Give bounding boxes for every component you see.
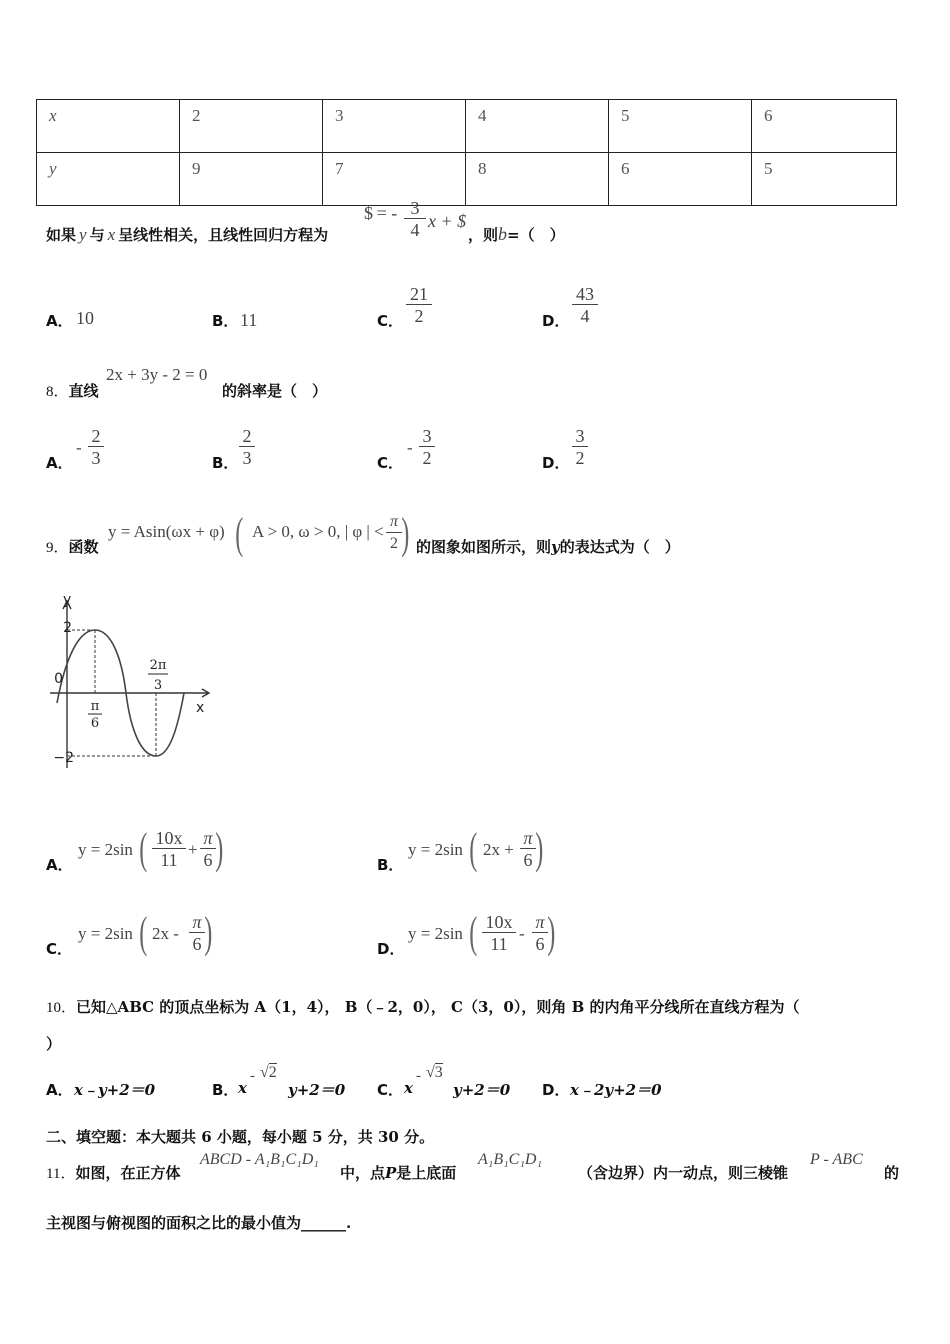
q10-option-d-value: x﹣2y+2＝0 — [570, 1081, 662, 1099]
q10-option-a-label[interactable]: A． — [46, 1081, 73, 1099]
q7-option-c-label[interactable]: C． — [377, 312, 404, 330]
q8-option-c-value — [419, 426, 435, 469]
table-cell: 5 — [752, 153, 897, 206]
denominator: 6 — [203, 850, 213, 870]
paren-left: ( — [469, 824, 478, 873]
table-cell: 6 — [609, 153, 752, 206]
q9-condition-bound — [386, 512, 402, 555]
q7-text: 与 — [89, 226, 105, 244]
q11-text: 是上底面 — [396, 1164, 457, 1182]
q11-stem-b — [340, 1162, 456, 1183]
q10-option-c-label[interactable]: C． — [377, 1081, 404, 1099]
q9-option-d-operator: - — [519, 924, 525, 943]
q10-option-b-tail: y+2＝0 — [288, 1081, 346, 1099]
paren-left: ( — [469, 908, 478, 957]
q9-sine-graph — [50, 590, 225, 780]
q10-option-b-label[interactable]: B． — [212, 1081, 239, 1099]
denominator: 4 — [410, 220, 420, 240]
q7-b-hat: b — [498, 224, 508, 244]
q7-regression-lhs: $ = - — [364, 203, 398, 223]
q7-var-y: y — [79, 225, 87, 244]
q10-option-d-label[interactable]: D． — [542, 1081, 570, 1099]
numerator: 3 — [419, 426, 435, 447]
q9-option-c-frac — [189, 912, 205, 955]
question-number: 10． — [46, 1000, 77, 1016]
table-cell: 9 — [180, 153, 323, 206]
q9-option-a-prefix: y = 2sin — [78, 840, 133, 859]
numerator: π — [532, 912, 548, 933]
q7-var-x: x — [107, 225, 116, 244]
q9-option-a-operator: + — [188, 840, 198, 859]
table-row-x — [37, 100, 897, 153]
q11-pyramid: P - ABC — [810, 1151, 863, 1168]
q8-option-d-label[interactable]: D． — [542, 454, 570, 472]
tick-pi-over-6-num: π — [90, 699, 100, 714]
numerator: 43 — [572, 284, 598, 305]
q7-text: ，则 — [468, 226, 499, 244]
denominator: 2 — [414, 306, 424, 326]
denominator: 2 — [422, 448, 432, 468]
origin-label: 0 — [54, 671, 63, 687]
table-cell: 2 — [180, 100, 323, 153]
sqrt-icon: √ — [426, 1064, 435, 1081]
q10-stem-line1 — [46, 996, 799, 1017]
q7-option-d-label[interactable]: D． — [542, 312, 570, 330]
table-cell: 3 — [323, 100, 466, 153]
numerator: π — [520, 828, 536, 849]
q7-option-d-value — [572, 284, 598, 327]
table-row-y — [37, 153, 897, 206]
numerator: π — [189, 912, 205, 933]
denominator: 3 — [91, 448, 101, 468]
q10-text: 已知△ABC 的顶点坐标为 A（1，4）， B（﹣2，0）， C（3，0），则角 B 的内角平分线所在直线方程为（ — [76, 998, 800, 1016]
radicand: 3 — [434, 1064, 443, 1081]
denominator: 6 — [535, 934, 545, 954]
q8-text: 直线 — [68, 382, 99, 400]
q10-option-b-minus: - — [250, 1068, 255, 1084]
q11-stem-e: 的 — [884, 1164, 900, 1182]
denominator: 3 — [242, 448, 252, 468]
q11-point: P — [385, 1164, 397, 1182]
tick-2pi-over-3-den: 3 — [153, 678, 163, 693]
sqrt-icon: √ — [260, 1064, 269, 1081]
q9-option-a-frac1 — [152, 828, 186, 871]
q9-option-b-inner: 2x + — [483, 840, 514, 859]
denominator: 6 — [523, 850, 533, 870]
y-min-label: −2 — [53, 750, 74, 766]
q9-function: y = Asin(ωx + φ) — [108, 522, 225, 541]
q9-stem-tail — [416, 536, 680, 557]
q8-option-a-label[interactable]: A． — [46, 454, 73, 472]
q7-option-a-label[interactable]: A． — [46, 312, 73, 330]
q9-option-d-label[interactable]: D． — [377, 940, 405, 958]
q7-text: 如果 — [46, 226, 77, 244]
q8-option-a-sign: - — [76, 438, 82, 457]
q9-option-d-frac1 — [482, 912, 516, 955]
numerator: 10x — [152, 828, 186, 849]
q9-option-c-label[interactable]: C． — [46, 940, 73, 958]
question-number: 11． — [46, 1166, 76, 1182]
table-cell: x — [37, 100, 180, 153]
q9-option-c-inner: 2x - — [152, 924, 179, 943]
q7-regression-rhs: x + $ — [428, 211, 467, 231]
q9-option-a-label[interactable]: A． — [46, 856, 73, 874]
q7-regression-slope — [404, 198, 426, 241]
q8-option-a-value — [88, 426, 104, 469]
numerator: 3 — [404, 198, 426, 219]
q10-option-c-sqrt — [426, 1064, 443, 1082]
numerator: 2 — [88, 426, 104, 447]
tick-2pi-over-3-num: 2π — [149, 658, 167, 673]
q7-stem-tail — [468, 224, 565, 245]
q10-option-c-minus: - — [416, 1068, 421, 1084]
numerator: 2 — [239, 426, 255, 447]
q11-stem-d: （含边界）内一动点，则三棱锥 — [578, 1164, 789, 1182]
q7-stem — [46, 224, 328, 245]
q9-option-c-prefix: y = 2sin — [78, 924, 133, 943]
paren-right: ) — [547, 908, 556, 957]
question-number: 9． — [46, 540, 69, 556]
q8-equation: 2x + 3y - 2 = 0 — [106, 365, 208, 384]
table-cell: 6 — [752, 100, 897, 153]
q8-option-c-label[interactable]: C． — [377, 454, 404, 472]
q10-option-b-x: x — [238, 1079, 247, 1097]
data-table — [36, 99, 897, 206]
q7-text: 呈线性相关，且线性回归方程为 — [118, 226, 329, 244]
q9-text: 的图象如图所示，则 — [416, 538, 552, 556]
q9-text: 函数 — [68, 538, 99, 556]
numerator: 3 — [572, 426, 588, 447]
x-axis-label: x — [196, 700, 205, 716]
q10-option-b-sqrt — [260, 1064, 277, 1082]
paren-left: ( — [139, 824, 148, 873]
paren-right: ) — [204, 908, 213, 957]
q8-stem — [46, 380, 99, 401]
q7-option-c-value — [406, 284, 432, 327]
q8-option-c-sign: - — [407, 438, 413, 457]
denominator: 2 — [390, 535, 398, 552]
numerator: π — [386, 512, 402, 533]
denominator: 6 — [192, 934, 202, 954]
q7-option-b-value: 11 — [240, 310, 258, 330]
q8-option-b-label[interactable]: B． — [212, 454, 239, 472]
q9-option-b-frac — [520, 828, 536, 871]
q9-option-d-prefix: y = 2sin — [408, 924, 463, 943]
q9-option-d-frac2 — [532, 912, 548, 955]
q9-cond-paren-right: ) — [401, 509, 410, 558]
y-max-label: 2 — [63, 620, 72, 636]
q11-line2: 主视图与俯视图的面积之比的最小值为______. — [46, 1214, 352, 1232]
q9-option-b-label[interactable]: B． — [377, 856, 404, 874]
q7-option-b-label[interactable]: B． — [212, 312, 239, 330]
q9-var-y: y — [551, 538, 560, 556]
q9-text: 的表达式为（ ） — [559, 538, 680, 556]
paren-right: ) — [215, 824, 224, 873]
q10-option-a-value: x﹣y+2＝0 — [74, 1081, 156, 1099]
q10-option-c-tail: y+2＝0 — [453, 1081, 511, 1099]
numerator: 10x — [482, 912, 516, 933]
q11-text: 中，点 — [340, 1164, 386, 1182]
question-number: 8． — [46, 384, 69, 400]
table-cell: y — [37, 153, 180, 206]
denominator: 11 — [490, 934, 508, 954]
q9-stem — [46, 536, 99, 557]
denominator: 4 — [580, 306, 590, 326]
tick-pi-over-6-den: 6 — [90, 716, 100, 731]
q8-option-d-value — [572, 426, 588, 469]
section-heading: 二、填空题：本大题共 6 小题，每小题 5 分，共 30 分。 — [46, 1128, 435, 1146]
q8-option-b-value — [239, 426, 255, 469]
q9-option-b-prefix: y = 2sin — [408, 840, 463, 859]
y-axis-label: y — [63, 592, 72, 608]
q7-option-a-value: 10 — [76, 308, 94, 328]
q9-option-a-frac2 — [200, 828, 216, 871]
paren-left: ( — [139, 908, 148, 957]
table-cell: 7 — [323, 153, 466, 206]
q10-stem-line2: ） — [46, 1035, 62, 1053]
numerator: 21 — [406, 284, 432, 305]
q9-cond-paren-left: ( — [235, 509, 244, 558]
q9-condition: A > 0, ω > 0, | φ | < — [252, 522, 384, 541]
numerator: π — [200, 828, 216, 849]
table-cell: 4 — [466, 100, 609, 153]
q11-face: A₁B₁C₁D₁ — [478, 1151, 543, 1168]
table-cell: 8 — [466, 153, 609, 206]
denominator: 11 — [160, 850, 178, 870]
q10-option-c-x: x — [404, 1079, 413, 1097]
q8-stem-tail: 的斜率是（ ） — [222, 382, 328, 400]
radicand: 2 — [268, 1064, 277, 1081]
q7-text: =（ ） — [507, 226, 565, 244]
denominator: 2 — [575, 448, 585, 468]
q11-cube: ABCD - A₁B₁C₁D₁ — [200, 1151, 319, 1168]
q11-stem — [46, 1162, 180, 1183]
q11-text: 如图，在正方体 — [75, 1164, 181, 1182]
paren-right: ) — [535, 824, 544, 873]
table-cell: 5 — [609, 100, 752, 153]
